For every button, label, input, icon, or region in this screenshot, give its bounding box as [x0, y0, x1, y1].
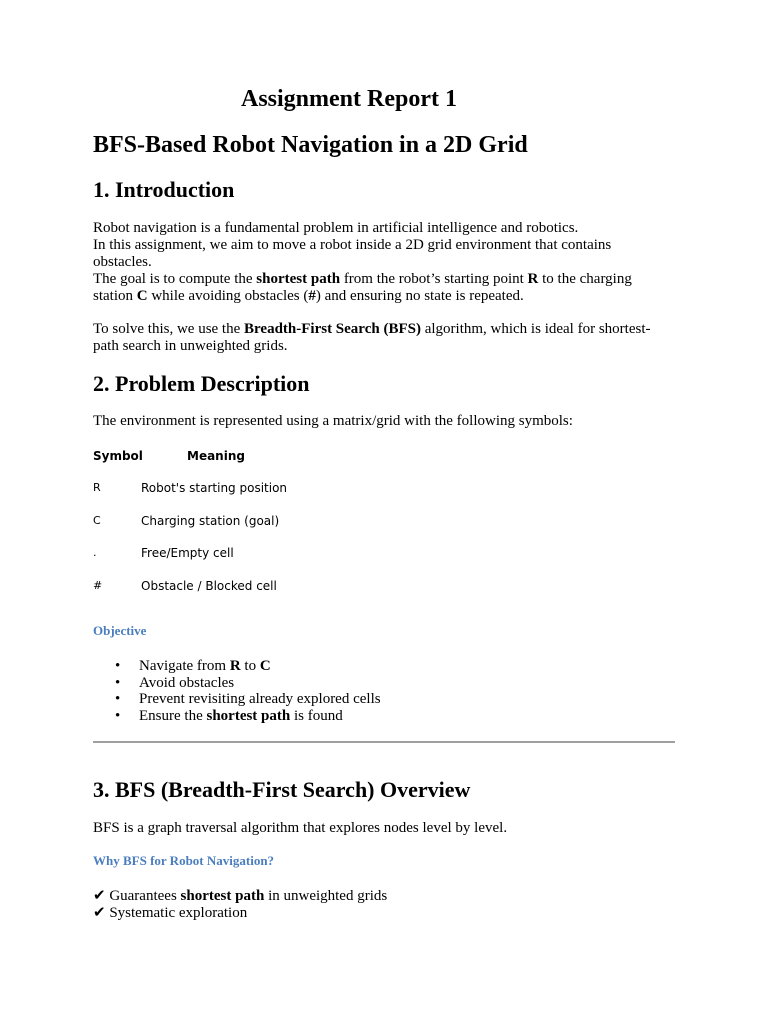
bold-text: shortest path	[256, 271, 341, 287]
section-heading-introduction: 1. Introduction	[93, 177, 235, 202]
section-heading-bfs: 3. BFS (Breadth-First Search) Overview	[93, 777, 471, 802]
table-cell-meaning: Free/Empty cell	[141, 546, 234, 560]
text-run: ) and ensuring no state is repeated.	[315, 288, 524, 304]
text-run: station	[93, 288, 137, 304]
text-run: in unweighted grids	[264, 888, 388, 904]
list-item	[93, 658, 381, 675]
list-item: • Avoid obstacles	[93, 675, 381, 692]
text-run: to	[240, 658, 260, 674]
table-cell-symbol: C	[93, 514, 101, 527]
text-run: Navigate from	[139, 658, 230, 674]
objective-heading: Objective	[93, 623, 147, 638]
bold-text: R	[229, 658, 241, 674]
table-header-symbol: Symbol	[93, 449, 143, 463]
intro-line: path search in unweighted grids.	[93, 338, 288, 354]
intro-paragraph-2	[93, 321, 678, 355]
table-cell-symbol: .	[93, 546, 97, 559]
intro-line	[93, 321, 678, 338]
text-run: algorithm, which is ideal for shortest-	[420, 321, 651, 337]
intro-line: obstacles.	[93, 254, 152, 270]
bold-text: R	[527, 271, 539, 287]
text-run: ✔ Guarantees	[93, 888, 181, 904]
table-cell-meaning: Robot's starting position	[141, 481, 288, 495]
bold-text: #	[308, 288, 316, 304]
why-bfs-heading: Why BFS for Robot Navigation?	[93, 853, 275, 868]
table-cell-symbol: #	[93, 579, 103, 592]
list-item: ✔ Systematic exploration	[93, 905, 248, 921]
bold-text: C	[136, 288, 148, 304]
intro-line	[93, 271, 678, 288]
intro-paragraph	[93, 220, 678, 305]
text-run: is found	[290, 707, 343, 724]
document-subtitle: BFS-Based Robot Navigation in a 2D Grid	[93, 132, 528, 158]
table-cell-meaning: Obstacle / Blocked cell	[141, 579, 277, 593]
table-row	[93, 579, 493, 599]
intro-line: Robot navigation is a fundamental problem in artificial intelligence and robotics.	[93, 220, 579, 236]
table-cell-meaning: Charging station (goal)	[141, 514, 280, 528]
document-title: Assignment Report 1	[241, 86, 457, 112]
horizontal-divider	[93, 741, 675, 743]
list-item: • Prevent revisiting already explored cells	[93, 691, 381, 708]
objective-list	[93, 658, 381, 724]
table-row	[93, 546, 493, 566]
bfs-text: BFS is a graph traversal algorithm that explores nodes level by level.	[93, 820, 508, 836]
text-run: The goal is to compute the	[93, 271, 257, 287]
text-run: Ensure the	[139, 707, 207, 724]
bold-text: shortest path	[180, 888, 265, 904]
bold-text: Breadth-First Search (BFS)	[244, 321, 421, 337]
problem-text: The environment is represented using a matrix/grid with the following symbols:	[93, 413, 573, 429]
section-heading-problem: 2. Problem Description	[93, 371, 310, 396]
text-run: while avoiding obstacles (	[147, 288, 309, 304]
bold-text: shortest path	[206, 707, 291, 724]
bfs-benefits-list	[93, 888, 387, 922]
intro-line	[93, 288, 678, 305]
table-row	[93, 514, 493, 534]
table-header-meaning: Meaning	[187, 449, 245, 463]
list-item	[93, 708, 381, 725]
table-cell-symbol: R	[93, 481, 101, 494]
table-row	[93, 481, 493, 501]
text-run: To solve this, we use the	[93, 321, 245, 337]
intro-line: In this assignment, we aim to move a robot inside a 2D grid environment that contains	[93, 237, 612, 253]
bold-text: C	[259, 658, 271, 674]
text-run: from the robot’s starting point	[340, 271, 528, 287]
text-run: to the charging	[538, 271, 632, 287]
list-item	[93, 888, 387, 905]
